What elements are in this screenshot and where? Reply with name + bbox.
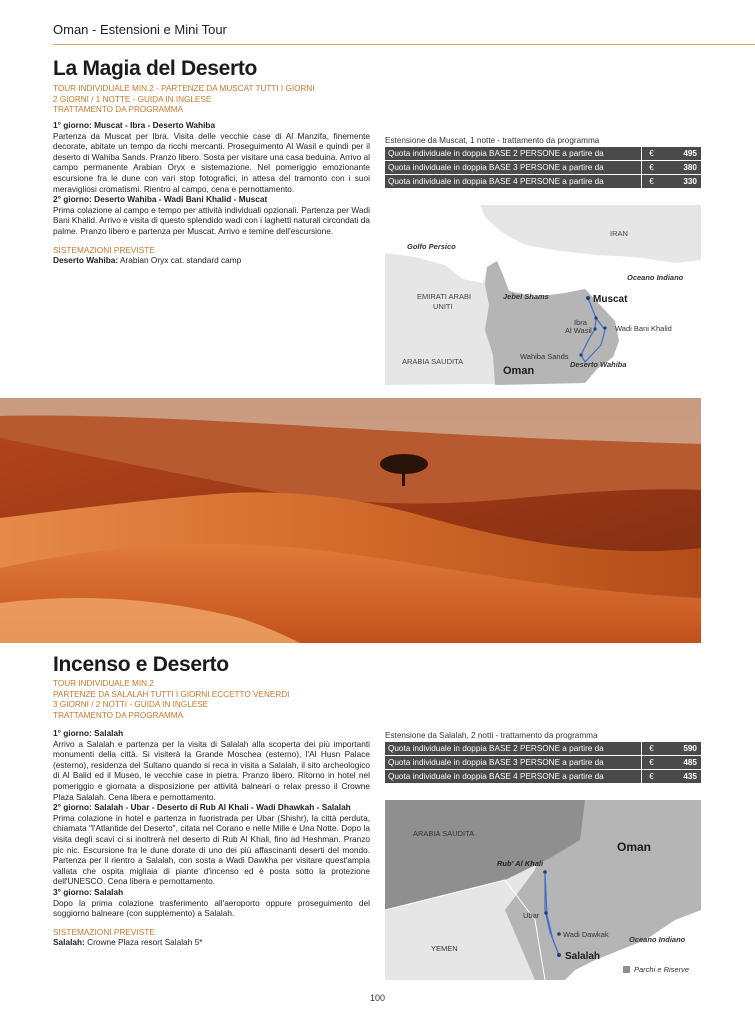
price-amount: 590 bbox=[683, 744, 697, 753]
price-desc: Quota individuale in doppia BASE 4 PERSONE a partire da bbox=[388, 177, 604, 186]
label-emirati-2: UNITI bbox=[433, 302, 453, 311]
tour1-sistemazioni bbox=[53, 255, 370, 266]
price-row bbox=[385, 770, 701, 783]
price-desc: Quota individuale in doppia BASE 3 PERSONE a partire da bbox=[388, 758, 604, 767]
price-amount: 330 bbox=[683, 177, 697, 186]
label-wahiba-sands: Wahiba Sands bbox=[520, 352, 569, 361]
price-row bbox=[385, 742, 701, 755]
salalah-dot bbox=[557, 953, 561, 957]
currency-symbol: € bbox=[641, 770, 661, 783]
label-al-wasil: Al Wasil bbox=[565, 326, 592, 335]
price-row bbox=[385, 147, 701, 160]
label-oceano: Oceano Indiano bbox=[629, 935, 686, 944]
tour1-itinerary bbox=[53, 120, 370, 266]
salalah-region-map-svg bbox=[385, 800, 701, 980]
currency-symbol: € bbox=[641, 175, 661, 188]
header-divider bbox=[53, 44, 755, 45]
label-arabia-saudita: ARABIA SAUDITA bbox=[413, 829, 475, 838]
wadibani-dot bbox=[603, 326, 606, 329]
tour1-subhead-3: TRATTAMENTO DA PROGRAMMA bbox=[53, 105, 184, 115]
label-iran: IRAN bbox=[610, 229, 628, 238]
price-amount: 380 bbox=[683, 163, 697, 172]
tour2-day2-text: Prima colazione in hotel e partenza in fuoristrada per Ubar (Shishr), la città perduta, chiamata "l'Atlantide del Deserto", citata nel Corano e nelle Mille e Una Notte. Dopo la visita degli scavi ci si inoltrerà nel deserto di Rub Al Khali, fino ad Heshman. Pranzo pic nic. Escursione fra le dune dorate di uno dei più affascinanti deserti del mondo. Partenza per il rientro a Salalah, con sosta a Wadi Dawkha per visitare quest'ampia vallata che ospita migliaia di piante d'incenso ed è posta sotto la protezione dell'UNESCO. Cena libera e pernottamento. bbox=[53, 812, 370, 887]
tour1-sistemazioni-title: SISTEMAZIONI PREVISTE bbox=[53, 244, 155, 255]
tour1-subheads bbox=[53, 84, 315, 116]
label-ibra: Ibra bbox=[574, 318, 587, 327]
price-amount: 485 bbox=[683, 758, 697, 767]
tour2-day3-title: 3° giorno: Salalah bbox=[53, 886, 124, 897]
price-amount: 435 bbox=[683, 772, 697, 781]
price-desc: Quota individuale in doppia BASE 2 PERSONE a partire da bbox=[388, 744, 604, 753]
price-desc: Quota individuale in doppia BASE 3 PERSONE a partire da bbox=[388, 163, 604, 172]
label-yemen: YEMEN bbox=[431, 944, 458, 953]
currency-symbol: € bbox=[641, 161, 661, 174]
tour2-price-caption: Estensione da Salalah, 2 notti - trattamento da programma bbox=[385, 731, 598, 740]
wadidawkak-dot bbox=[557, 932, 561, 936]
tour2-day1-text: Arrivo a Salalah e partenza per la visita di Salalah alla scoperta dei più importanti monumenti della città. Si visiterà la Grande Moschea (esterno), l'Al Husn Palace (esterno), residenza del Sultano quando si reca in visita a Salalah, il sito archeologico di Al Balid ed il Museo, le vecchie case in pietra. Pranzo libero. Ritorno in hotel nel pomeriggio e giornata a disposizione per attività balneari o relax presso il Crowne Plaza Salalah. Cena libera e pernottamento. bbox=[53, 738, 370, 802]
tour2-subheads bbox=[53, 679, 289, 721]
tour2-day2-title: 2° giorno: Salalah - Ubar - Deserto di Rub Al Khali - Wadi Dhawkah - Salalah bbox=[53, 802, 351, 813]
alwasil-dot bbox=[593, 327, 596, 330]
tour1-subhead-1: TOUR INDIVIDUALE MIN.2 - PARTENZE DA MUSCAT TUTTI I GIORNI bbox=[53, 84, 315, 93]
currency-symbol: € bbox=[641, 147, 661, 160]
tour2-sistemazioni-value: Crowne Plaza resort Salalah 5* bbox=[84, 937, 203, 948]
tour2-sistemazioni-title: SISTEMAZIONI PREVISTE bbox=[53, 926, 155, 937]
ubar-dot bbox=[544, 911, 548, 915]
tour1-day2-text: Prima colazione al campo e tempo per attività individuali opzionali. Partenza per Wadi Bani Khalid. Arrivo e visita di questo splendido wadi con i laghetti naturali circondati da palme. Pranzo libero e partenza per Muscat. Arrivo e temine dell'escursione. bbox=[53, 204, 370, 236]
label-oman: Oman bbox=[503, 365, 535, 377]
currency-symbol: € bbox=[641, 742, 661, 755]
label-arabia-saudita: ARABIA SAUDITA bbox=[402, 357, 464, 366]
label-muscat: Muscat bbox=[593, 294, 628, 305]
label-golfo: Golfo Persico bbox=[407, 242, 456, 251]
muscat-region-map-svg bbox=[385, 205, 701, 385]
tour1-price-caption: Estensione da Muscat, 1 notte - trattamento da programma bbox=[385, 136, 600, 145]
tour2-subhead-1: TOUR INDIVIDUALE MIN.2 bbox=[53, 679, 154, 688]
tour2-subhead-2: PARTENZE DA SALALAH TUTTI I GIORNI ECCETTO VENERDI bbox=[53, 689, 290, 699]
label-rub-al-khali: Rub' Al Khali bbox=[497, 859, 544, 868]
ibra-dot bbox=[594, 316, 597, 319]
label-salalah: Salalah bbox=[565, 951, 601, 962]
price-row bbox=[385, 756, 701, 769]
price-desc: Quota individuale in doppia BASE 2 PERSONE a partire da bbox=[388, 149, 604, 158]
label-jebel-shams: Jebel Shams bbox=[503, 292, 549, 301]
wahiba-dot bbox=[579, 353, 582, 356]
legend-label: Parchi e Riserve bbox=[634, 965, 690, 974]
page-number: 100 bbox=[369, 993, 386, 1003]
tour2-day3-text: Dopo la prima colazione trasferimento all'aeroporto oppure proseguimento del soggiorno balneare (con supplemento) a Salalah. bbox=[53, 897, 370, 919]
tour1-title: La Magia del Deserto bbox=[53, 57, 258, 80]
tour1-sistemazioni-label: Deserto Wahiba: bbox=[53, 255, 119, 266]
label-wadi-bani-khalid: Wadi Bani Khalid bbox=[615, 324, 672, 333]
tour2-sistemazioni bbox=[53, 937, 370, 948]
tour2-itinerary bbox=[53, 728, 370, 948]
muscat-dot bbox=[586, 296, 590, 300]
tour1-day2-title: 2° giorno: Deserto Wahiba - Wadi Bani Khalid - Muscat bbox=[53, 194, 268, 205]
rubalkhali-dot bbox=[543, 870, 547, 874]
label-ubar: Ubar bbox=[523, 911, 540, 920]
label-deserto-wahiba: Deserto Wahiba bbox=[570, 360, 627, 369]
legend-swatch bbox=[623, 966, 630, 973]
tour1-subhead-2: 2 GIORNI / 1 NOTTE - GUIDA IN INGLESE bbox=[53, 94, 212, 104]
tour1-price-table bbox=[385, 136, 701, 189]
price-row bbox=[385, 175, 701, 188]
tour1-sistemazioni-value: Arabian Oryx cat. standard camp bbox=[118, 255, 242, 266]
map-legend bbox=[623, 965, 689, 974]
tour2-subhead-4: TRATTAMENTO DA PROGRAMMA bbox=[53, 710, 184, 720]
label-wadi-dawkak: Wadi Dawkak bbox=[563, 930, 609, 939]
tour1-map bbox=[385, 205, 701, 385]
label-oceano: Oceano Indiano bbox=[627, 273, 684, 282]
currency-symbol: € bbox=[641, 756, 661, 769]
desert-photo-svg bbox=[0, 398, 701, 643]
price-desc: Quota individuale in doppia BASE 4 PERSONE a partire da bbox=[388, 772, 604, 781]
label-oman: Oman bbox=[617, 840, 652, 854]
tour2-map bbox=[385, 800, 701, 980]
tour2-title: Incenso e Deserto bbox=[53, 653, 229, 676]
tour1-day1-title: 1° giorno: Muscat - Ibra - Deserto Wahiba bbox=[53, 120, 216, 130]
page-header: Oman - Estensioni e Mini Tour bbox=[53, 22, 227, 37]
tour2-sistemazioni-label: Salalah: bbox=[53, 937, 85, 948]
desert-photo bbox=[0, 398, 701, 643]
label-emirati-1: EMIRATI ARABI bbox=[417, 292, 472, 301]
tour2-day1-title: 1° giorno: Salalah bbox=[53, 728, 124, 738]
price-amount: 495 bbox=[683, 149, 697, 158]
tour2-subhead-3: 3 GIORNI / 2 NOTTI - GUIDA IN INGLESE bbox=[53, 700, 209, 710]
tour2-price-table bbox=[385, 731, 701, 784]
tour1-day1-text: Partenza da Muscat per Ibra. Visita delle vecchie case di Al Manzifa, finemente decorate, abitate un tempo da ricchi mercanti. Proseguimento Al Wasil e quindi per il deserto di Wahiba Sands. Pranzo libero. Sosta per visitare una casa beduina. Arrivo al campo permanente Arabian Oryx e sistemazione. Nel pomeriggio emozionante escursione fra le dune con vari stop fotografici, in attesa del tramonto con i suoi meravigliosi cromatismi. Rientro al campo, cena e pernottamento. bbox=[53, 130, 370, 194]
price-row bbox=[385, 161, 701, 174]
